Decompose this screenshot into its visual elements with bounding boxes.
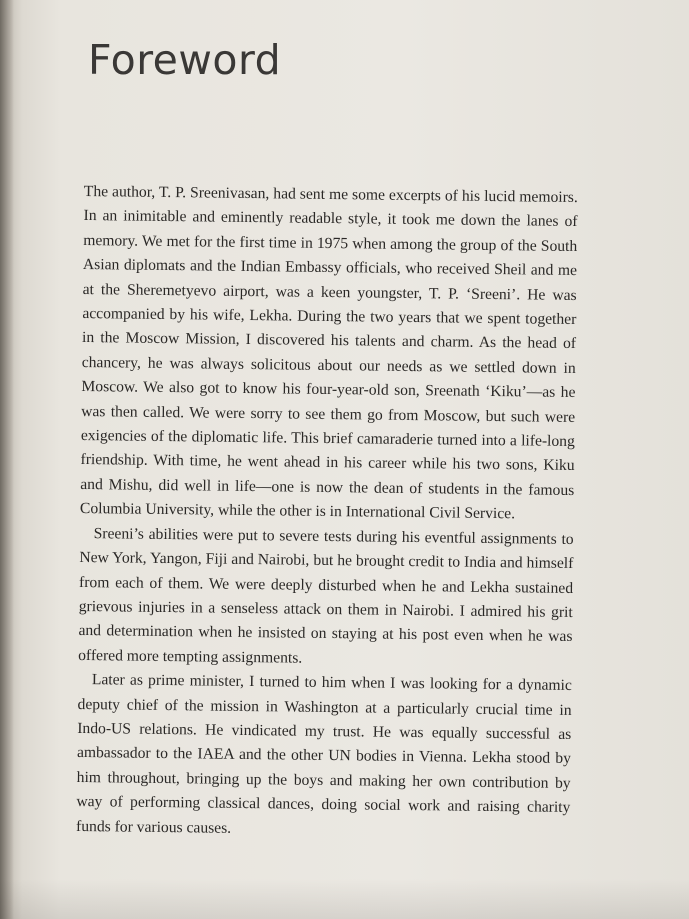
paragraph-1: The author, T. P. Sreenivasan, had sent me some excerpts of his lucid memoirs. In an inimitable and eminently readable style, it took me down the lanes of memory. We met for the first time in 1975 when among the group of the South Asian diplomats and the Indian Embassy officials, who received Sheil and me at the Sheremetyevo airport, was a keen youngster, T. P. ‘Sreeni’. He was accompanied by his wife, Lekha. During the two years that we spent together in the Moscow Mission, I discovered his talents and charm. As the head of chancery, he was always solicitous about our needs as we settled down in Moscow. We also got to know his four-year-old son, Sreenath ‘Kiku’—as he was then called. We were sorry to see them go from Moscow, but such were exigencies of the diplomatic life. This brief camaraderie turned into a life-long friendship. With time, he went ahead in his career while his two sons, Kiku and Mishu, did well in life—one is now the dean of students in the famous Columbia University, while the other is in International Civil Service. [79,182,578,523]
paragraph-2: Sreeni’s abilities were put to severe tests during his eventful assignments to New York, Yangon, Fiji and Nairobi, but he brought credit to India and himself from each of them. We were deeply disturbed when he and Lekha sustained grievous injuries in a senseless attack on them in Nairobi. I admired his grit and determination when he insisted on staying at his post even when he was offered more tempting assignments. [78,524,574,667]
page-bottom-shade [0,879,689,919]
page-heading: Foreword [88,36,282,84]
foreword-body [76,180,578,845]
book-spine-shadow [0,0,14,919]
paragraph-3: Later as prime minister, I turned to him when I was looking for a dynamic deputy chief of the mission in Washington at a particularly crucial time in Indo-US relations. He vindicated my trust. He was equally successful as ambassador to the IAEA and the other UN bodies in Vienna. Lekha stood by him throughout, bringing up the boys and making her own contribution by way of performing classical dances, doing social work and raising charity funds for various causes. [76,671,572,837]
